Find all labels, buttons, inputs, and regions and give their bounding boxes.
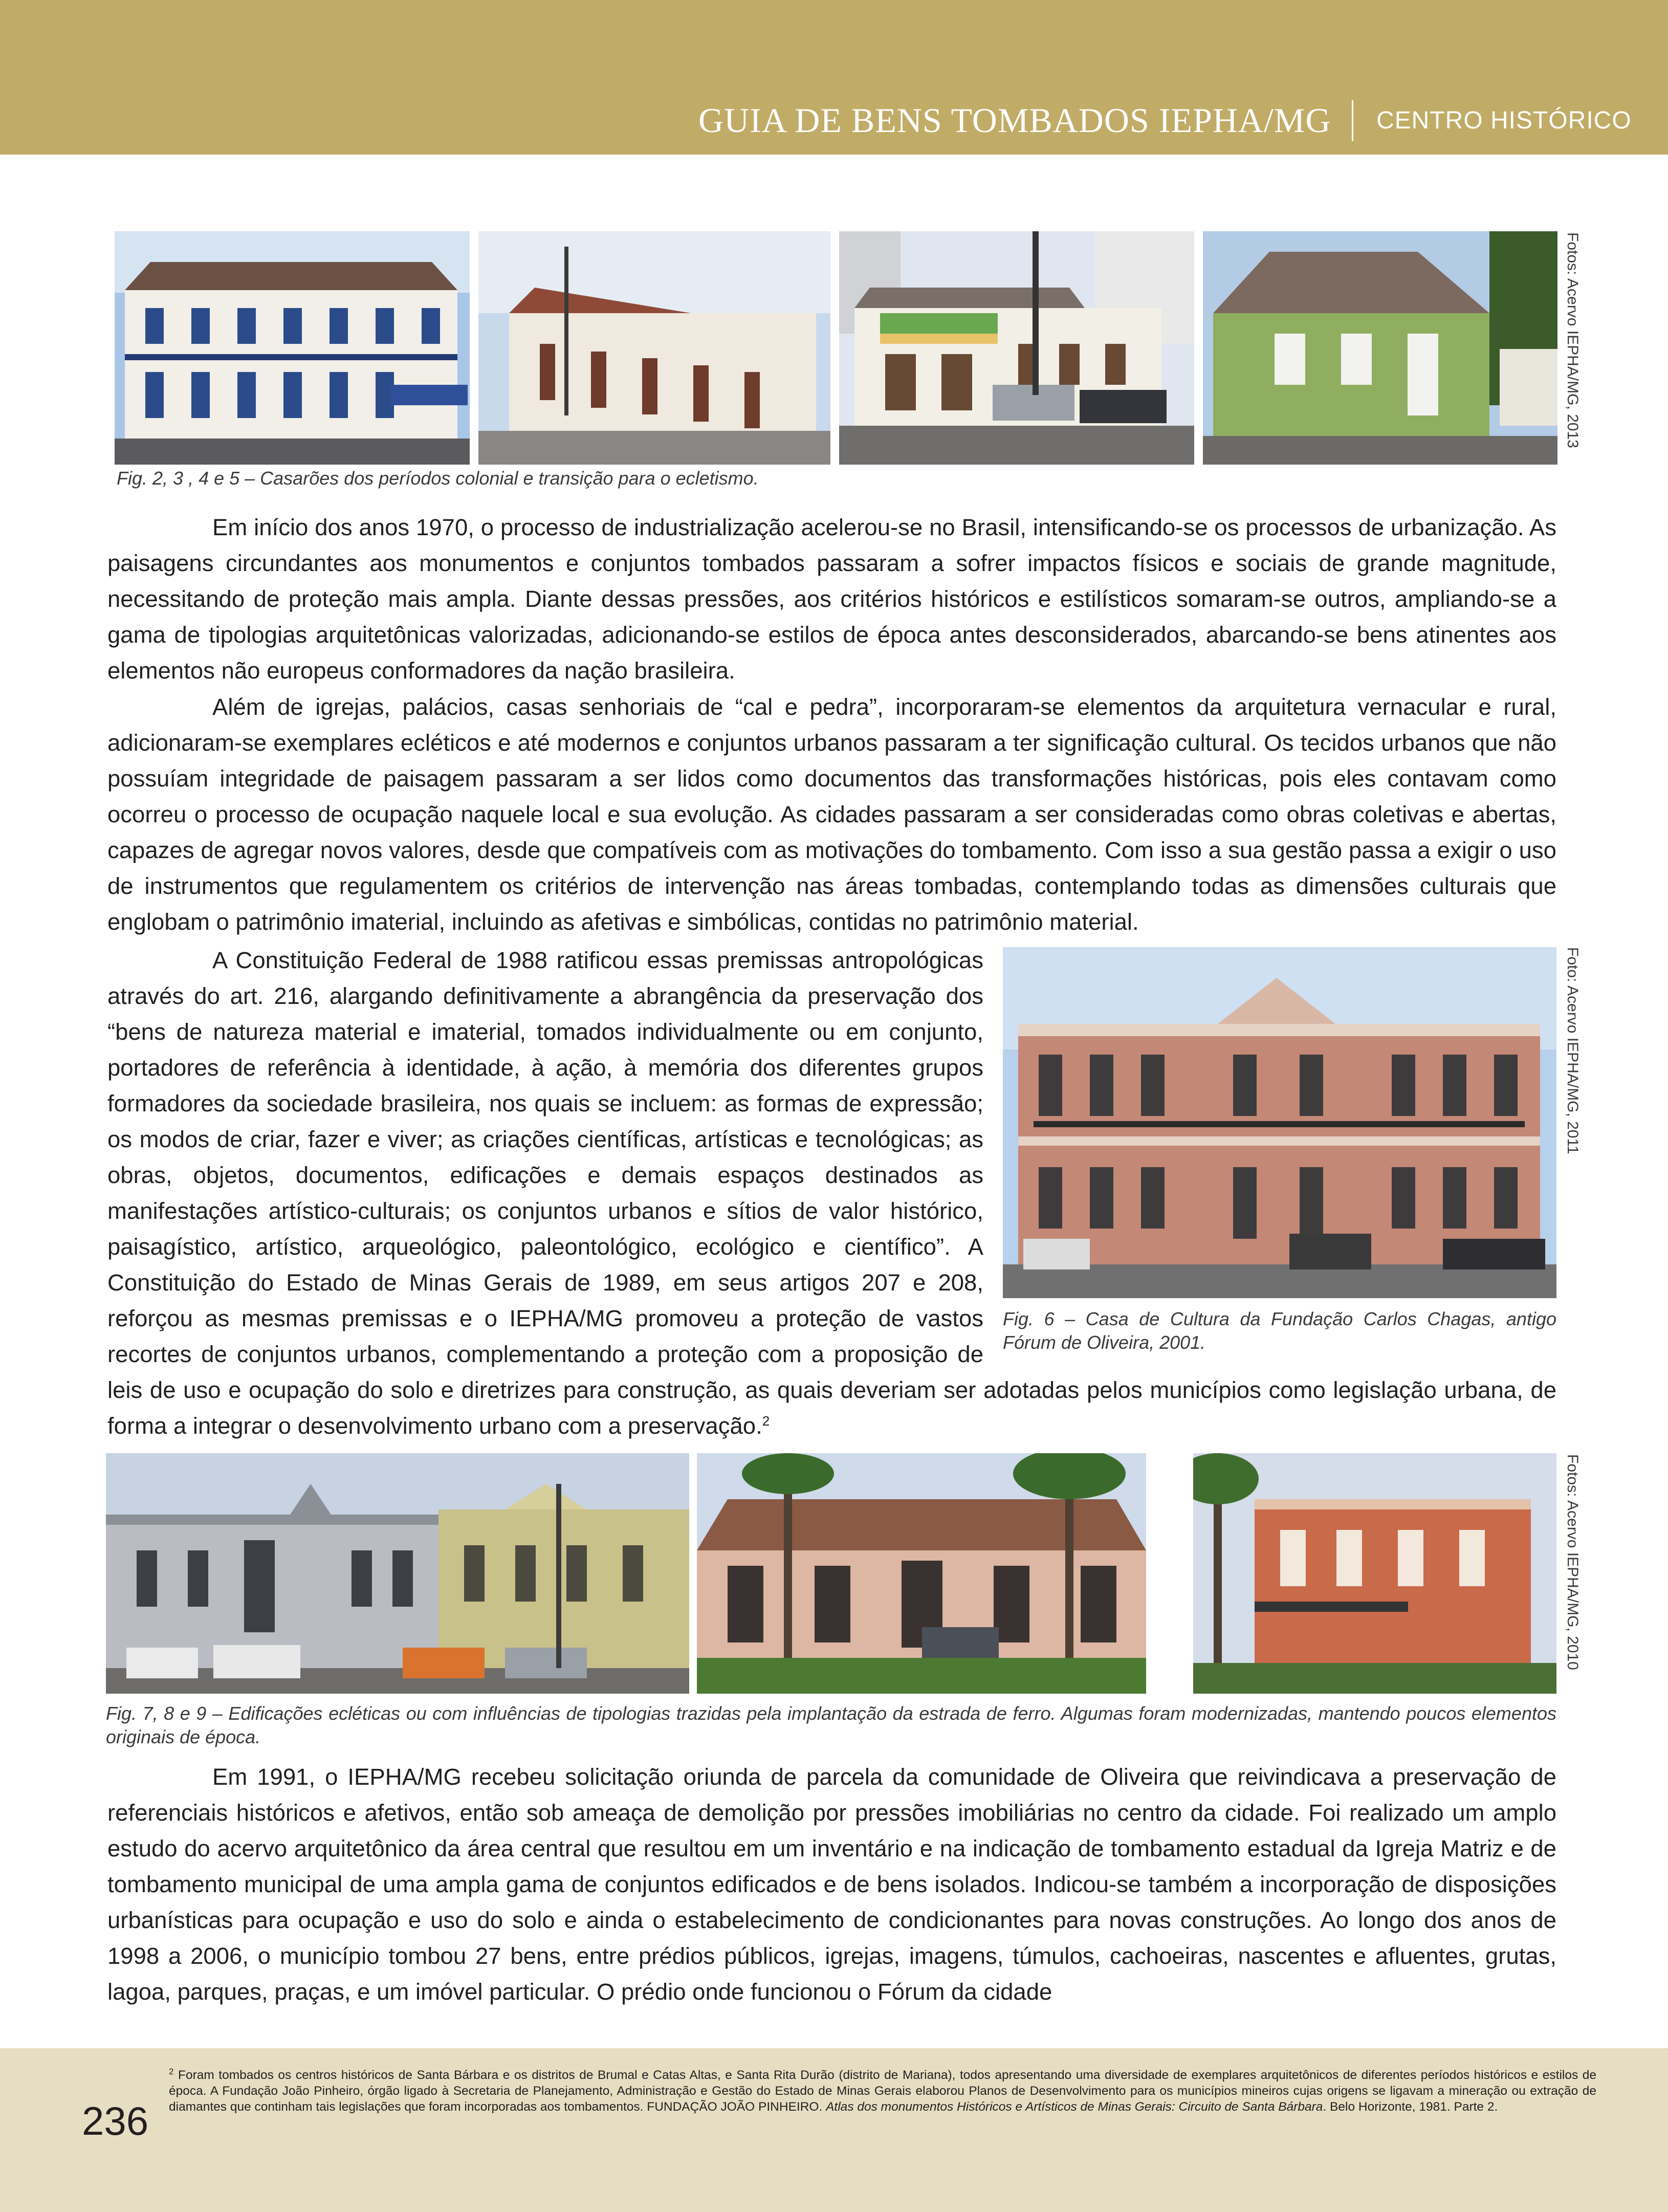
photo-credit-top: Fotos: Acervo IEPHA/MG, 2013 (1564, 232, 1581, 448)
paragraph-4: Em 1991, o IEPHA/MG recebeu solicitação oriunda de parcela da comunidade de Oliveira que reivindicava a preservação de referenciais históricos e afetivos, então sob ameaça de demolição por pressões imobiliárias no centro da cidade. Foi realizado um amplo estudo do acervo arquitetônico da área central que resultou em um inventário e na indicação de tombamento estadual da Igreja Matriz e de tombamento municipal de uma ampla gama de conjuntos edificados e de bens isolados. Indicou-se também a incorporação de disposições urbanísticas para ocupação e uso do solo e ainda o estabelecimento de condicionantes para novas construções. Ao longo dos anos de 1998 a 2006, o município tombou 27 bens, entre prédios públicos, igrejas, imagens, túmulos, cachoeiras, nascentes e afluentes, grutas, lagoa, parques, praças, e um imóvel particular. O prédio onde funcionou o Fórum da cidade (107, 1764, 1556, 2005)
section-title: CENTRO HISTÓRICO (1376, 107, 1632, 134)
publication-title: GUIA DE BENS TOMBADOS IEPHA/MG (698, 101, 1331, 140)
page-header (0, 0, 1668, 155)
paragraph-3-text: A Constituição Federal de 1988 ratificou essas premissas antropológicas através do art. 216, alargando definitivamente a abrangência da preservação dos “bens de natureza material e imaterial, tomados individualmente ou em conjunto, portadores de referência à identidade, à ação, à memória dos diferentes grupos formadores da sociedade brasileira, nos quais se incluem: as formas de expressão; os modos de criar, fazer e viver; as criações científicas, artísticas e tecnológicas; as obras, objetos, documentos, edificações e demais espaços destinados as manifestações artístico-culturais; os conjuntos urbanos e sítios de valor histórico, paisagístico, artístico, arqueológico, paleontológico, ecológico e científico”. A Constituição do Estado de Minas Gerais de 1989, em seus artigos 207 e 208, reforçou as mesmas premissas e o IEPHA/MG promoveu a proteção de vastos recortes de conjuntos urbanos, complementando a proteção com a proposição de leis de uso e ocupação do solo e diretrizes para construção, as quais deveriam ser adotadas pelos municípios como legislação urbana, de forma a integrar o desenvolvimento urbano com a preservação. (107, 947, 1556, 1439)
header-divider (1352, 100, 1353, 141)
photo-fig-5 (1203, 231, 1557, 465)
footnote-tail: . Belo Horizonte, 1981. Parte 2. (1323, 2100, 1498, 2114)
paragraph-2: Além de igrejas, palácios, casas senhoriais de “cal e pedra”, incorporaram-se elementos da arquitetura vernacular e rural, adicionaram-se exemplares ecléticos e até modernos e conjuntos urbanos passaram a ter significação cultural. Os tecidos urbanos que não possuíam integridade de paisagem passaram a ser lidos como documentos das transformações históricas, pois eles contavam como ocorreu o processo de ocupação naquele local e sua evolução. As cidades passaram a ser consideradas como obras coletivas e abertas, capazes de agregar novos valores, desde que compatíveis com as motivações do tombamento. Com isso a sua gestão passa a exigir o uso de instrumentos que regulamentem os critérios de intervenção nas áreas tombadas, contemplando todas as dimensões culturais que englobam o patrimônio imaterial, incluindo as afetivas e simbólicas, contidas no patrimônio material. (107, 694, 1556, 935)
photo-fig-9 (1193, 1453, 1556, 1694)
footnote (169, 2067, 1596, 2115)
footnote-text: Foram tombados os centros históricos de Santa Bárbara e os distritos de Brumal e Catas Altas, e Santa Rita Durão (distrito de Mariana), todos apresentando uma diversidade de exemplares arquitetônicos de diferentes períodos históricos e estilos de época. A Fundação João Pinheiro, órgão ligado à Secretaria de Planejamento, Administração e Gestão do Estado de Minas Gerais elaborou Planos de Desenvolvimento para os municípios mineiros cujas origens se ligavam a mineração ou extração de diamantes que continham tais legislações que foram incorporadas aos tombamentos. FUNDAÇÃO JOÃO PINHEIRO. (169, 2068, 1596, 2114)
photo-credit-fig-6: Foto: Acervo IEPHA/MG, 2011 (1564, 947, 1581, 1154)
footnote-ref: 2 (762, 1413, 770, 1429)
page-number: 236 (82, 2098, 149, 2143)
photo-fig-3 (478, 231, 830, 465)
caption-fig-6: Fig. 6 – Casa de Cultura da Fundação Carlos Chagas, antigo Fórum de Oliveira, 2001. (1003, 1308, 1556, 1353)
figure-6-float (983, 943, 1556, 1356)
caption-fig-2-5: Fig. 2, 3 , 4 e 5 – Casarões dos períodos colonial e transição para o ecletismo. (117, 468, 759, 489)
caption-fig-7-9: Fig. 7, 8 e 9 – Edificações ecléticas ou com influências de tipologias trazidas pela implantação da estrada de ferro. Algumas foram modernizadas, mantendo poucos elementos originais de época. (106, 1703, 1556, 1747)
paragraph-3 (107, 943, 1556, 1444)
photo-fig-8 (697, 1453, 1146, 1694)
photo-fig-4 (839, 231, 1194, 465)
paragraph-1: Em início dos anos 1970, o processo de industrialização acelerou-se no Brasil, intensificando-se os processos de urbanização. As paisagens circundantes aos monumentos e conjuntos tombados passaram a sofrer impactos físicos e sociais de grande magnitude, necessitando de proteção mais ampla. Diante dessas pressões, aos critérios históricos e estilísticos somaram-se outros, ampliando-se a gama de tipologias arquitetônicas valorizadas, adicionando-se estilos de época antes desconsiderados, abarcando-se bens atinentes aos elementos não europeus conformadores da nação brasileira. (107, 514, 1556, 684)
photo-credit-mid: Fotos: Acervo IEPHA/MG, 2010 (1564, 1454, 1581, 1670)
footnote-number: 2 (169, 2066, 174, 2076)
photo-fig-7 (106, 1453, 689, 1694)
photo-fig-2 (115, 231, 470, 465)
footnote-book-title: Atlas dos monumentos Históricos e Artísticos de Minas Gerais: Circuito de Santa Bárbara (826, 2100, 1323, 2114)
